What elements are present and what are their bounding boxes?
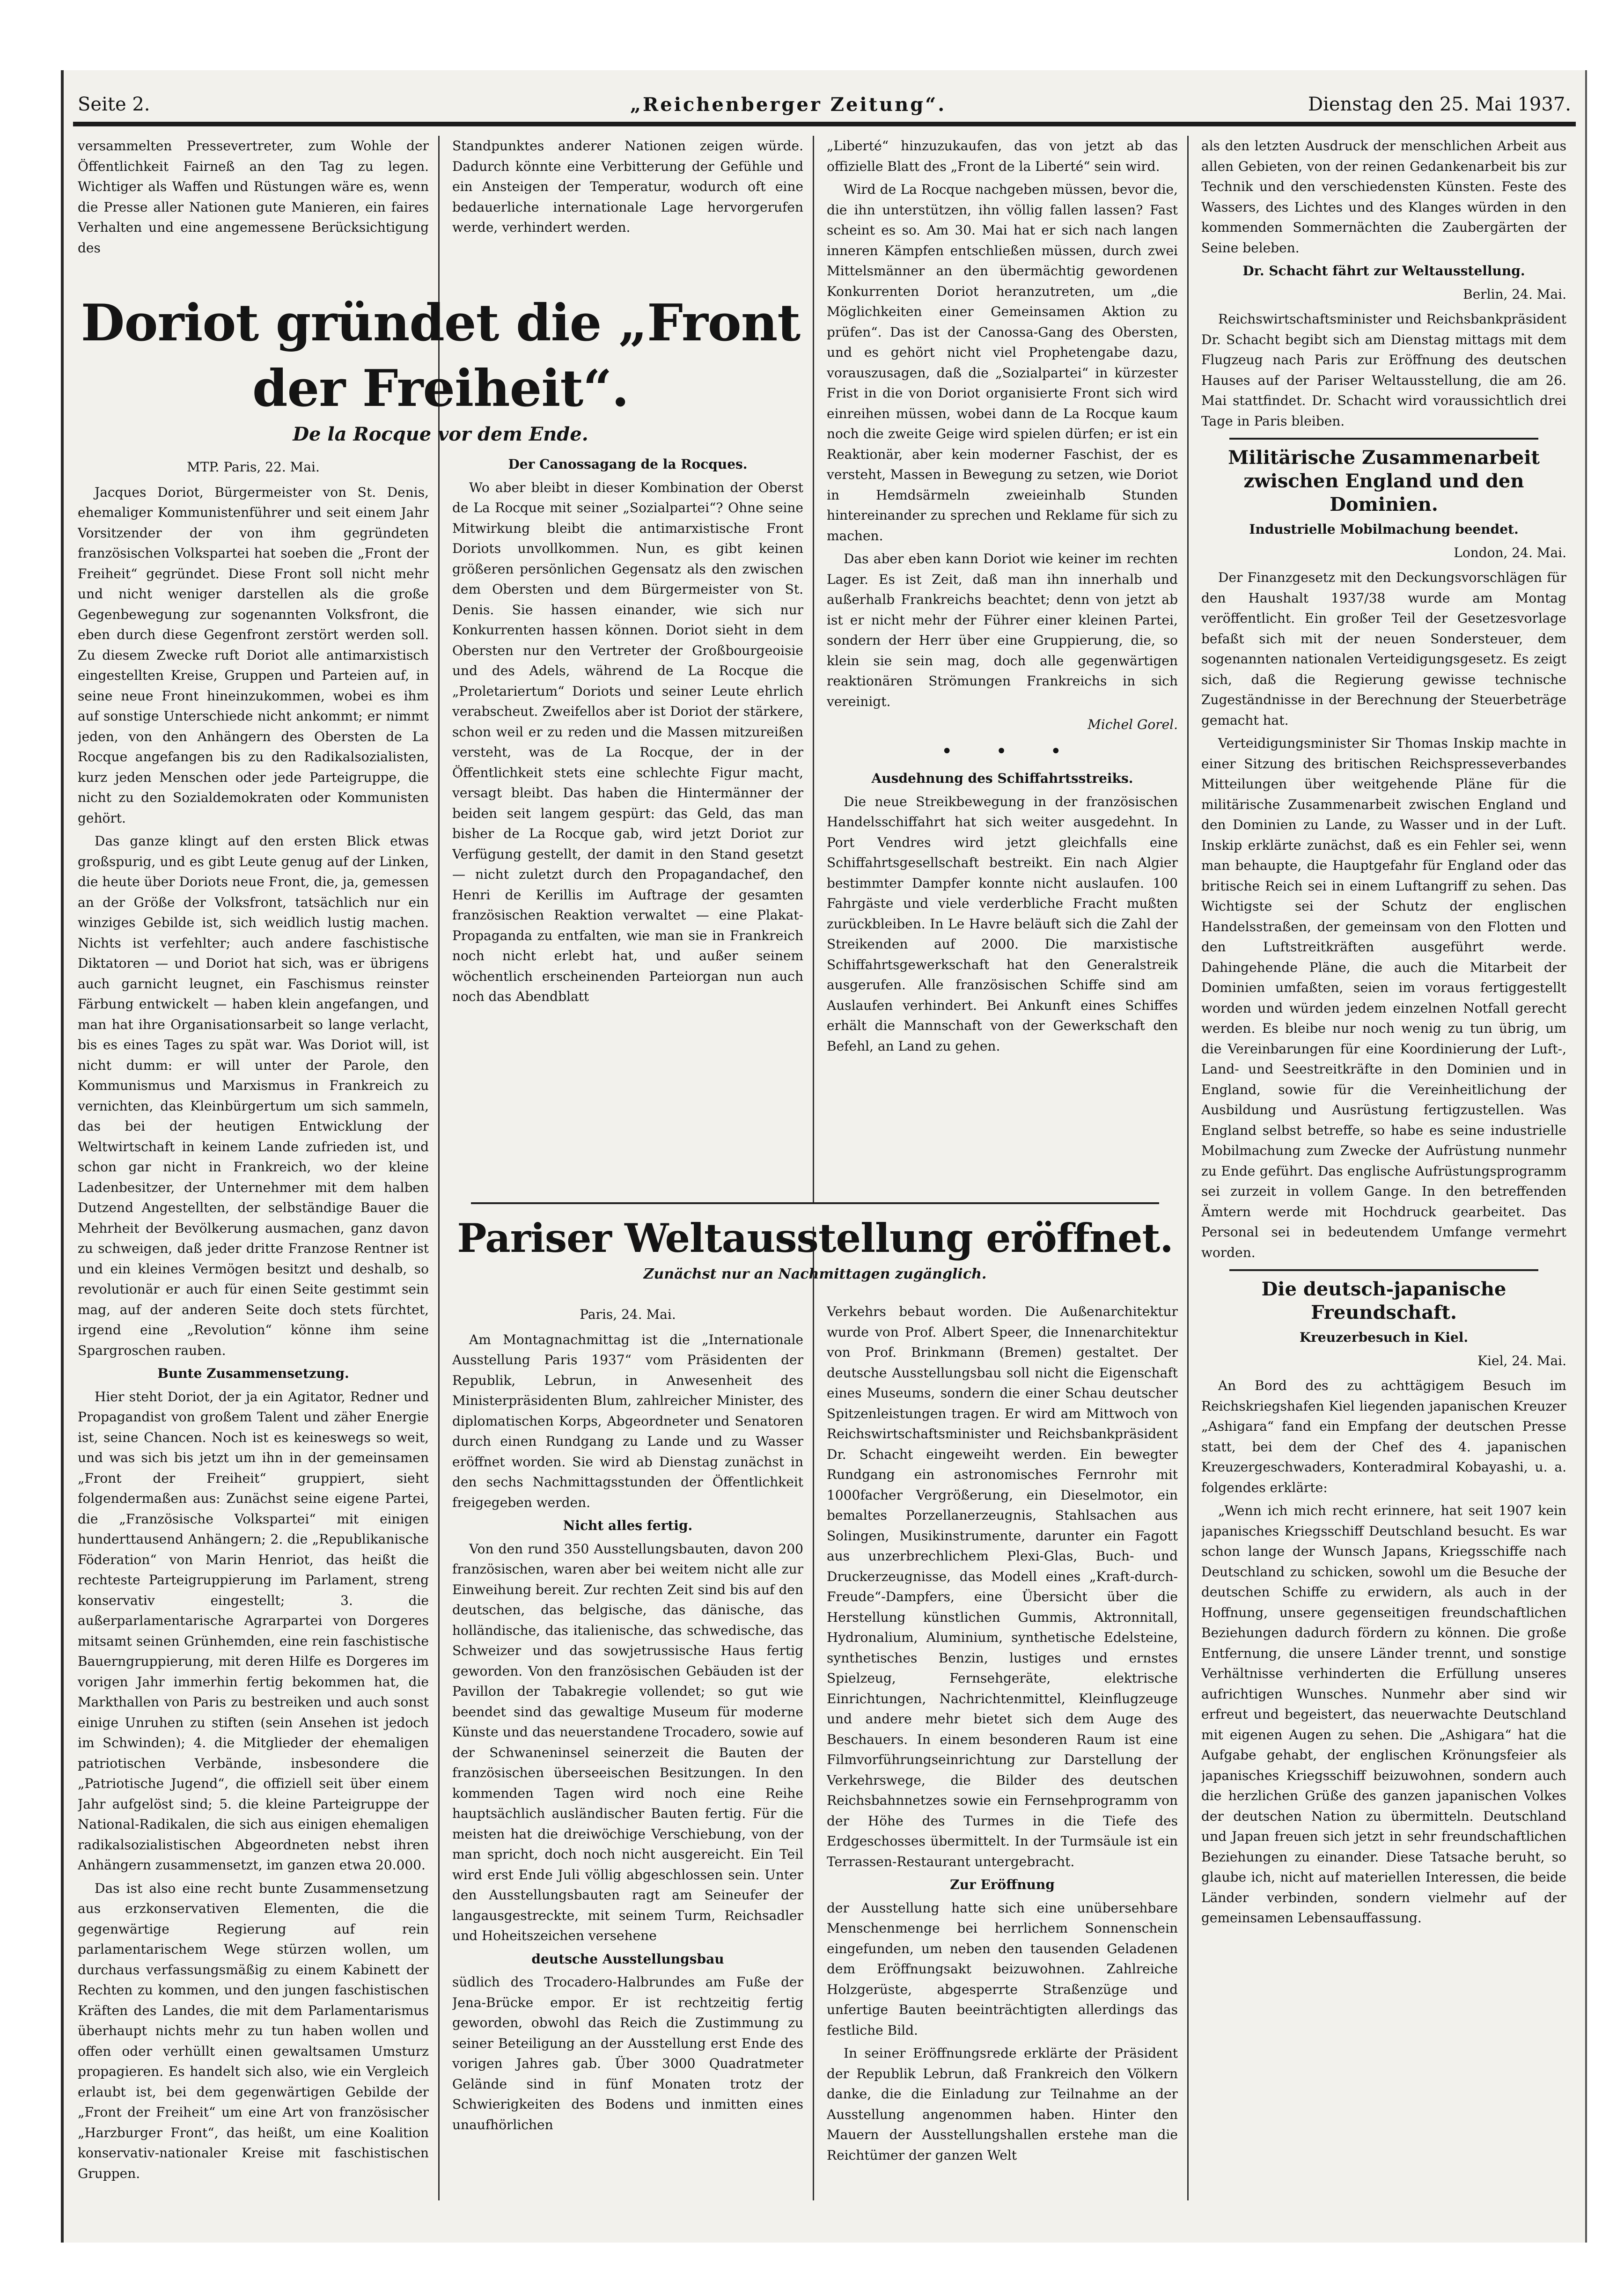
section-heading: Der Canossagang de la Rocques.: [508, 456, 748, 472]
divider-rule: [471, 1202, 1159, 1204]
doriot-headline-block: [78, 290, 803, 450]
column-3-expo: [827, 1302, 1178, 2196]
article-text: Wird de La Rocque nachgeben müssen, bevor die, die ihn unterstützen, ihn völlig fallen lassen? Fast scheint es so. Am 30. Mai hat er sich nach langen inneren Kämpfen entschließen müssen, durch zwei Mittelsmänner an den übermächtig gewordenen Konkurrenten Doriot heranzutreten, um „die Möglichkeiten einer Gemeinsamen Aktion zu prüfen“. Das ist der Canossa-Gang des Obersten, und es gehört nicht viel Prophetengabe dazu, vorauszusagen, daß die „Sozialpartei“ in kürzester Frist in die von Doriot organisierte Front sich wird einreihen müssen, wobei dann de La Rocque kaum noch die zweite Geige wird spielen dürfen; er ist ein Reaktionär, aber kein moderner Faschist, der es versteht, Massen in Bewegung zu setzen, wie Doriot in Hemdsärmeln zweieinhalb Stunden hintereinander zu sprechen und Reklame für sich zu machen.: [827, 182, 1178, 544]
article-text: Das aber eben kann Doriot wie keiner im rechten Lager. Es ist Zeit, daß man ihn innerhalb und außerhalb Frankreichs beachtet; denn von jetzt ab ist er nicht mehr der Führer einer kleinen Partei, sondern der Herr über eine Gruppierung, die, so klein sie sein mag, doch alle gegenwärtigen reaktionären Strömungen Frankreichs in sich vereinigt.: [827, 551, 1178, 709]
section-separator: • • •: [941, 740, 1080, 762]
article-text: Das ganze klingt auf den ersten Blick etwas großspurig, und es gibt Leute genug auf der Linken, die heute über Doriots neue Front, die, ja, gemessen an der Größe der Volksfront, tatsächlich nur ein winziges Gebilde ist, sich weidlich lustig machen. Nichts ist verfehlter; auch andere faschistische Diktatoren — und Doriot hat sich, was er übrigens auch garnicht leugnet, ein Faschismus reinster Färbung entwickelt — haben klein angefangen, und man hat ihre Organisationsarbeit so lange verlacht, bis es eines Tages zu spät war. Was Doriot will, ist nicht dumm: er will unter der Parole, den Kommunismus und Marxismus in Frankreich zu vernichten, das Kleinbürgertum um sich sammeln, das bei der heutigen Entwicklung der Weltwirtschaft in keinem Lande zufrieden ist, und schon gar nicht in Frankreich, wo der kleine Ladenbesitzer, der Unternehmer mit dem halben Dutzend Angestellten, der selbständige Bauer die Mehrheit der Bevölkerung ausmachen, ganz davon zu schweigen, daß jeder dritte Franzose Rentner ist und ein kleines Vermögen besitzt und deshalb, so revolutionär er auch für einen Seite gestimmt sein mag, auf der anderen Seite doch stets fürchtet, irgend eine „Revolution“ könne ihm seine Spargroschen rauben.: [78, 833, 429, 1358]
column-1-doriot: [78, 454, 429, 2196]
japan-headline: Die deutsch-japanische Freundschaft.: [1261, 1278, 1506, 1324]
article-text: Die neue Streikbewegung in der französischen Handelsschiffahrt hat sich weiter ausgedehnt. In Port Vendres wird jetzt gleichfalls eine Schiffahrtsgesellschaft bestreikt. Ein nach Algier bestimmter Dampfer konnte nicht auslaufen. 100 Fahrgäste und viele verderbliche Fracht mußten zurückbleiben. In Le Havre beläuft sich die Zahl der Streikenden auf 2000. Die marxistische Schiffahrtsgewerkschaft hat den Generalstreik ausgerufen. Alle französischen Schiffe sind am Auslaufen verhindert. Bei Ankunft eines Schiffes erhält die Mannschaft von der Gewerkschaft den Befehl, an Land zu gehen.: [827, 794, 1178, 1054]
article-text: Hier steht Doriot, der ja ein Agitator, Redner und Propagandist von großem Talent und zäher Energie ist, seine Chancen. Noch ist es keineswegs so weit, und was sich bis jetzt um ihn in der gemeinsamen „Front der Freiheit“ gruppiert, sieht folgendermaßen aus: Zunächst seine eigene Partei, die „Französische Volkspartei“ mit einigen hunderttausend Anhängern; 2. die „Republikanische Föderation“ von Marin Henriot, das heißt die rechteste Parteigruppierung im Parlament, streng konservativ eingestellt; 3. die außerparlamentarische Agrarpartei von Dorgeres mitsamt seinen Grünhemden, eine rein faschistische Bauerngruppierung, mit deren Hilfe es Dorgeres im vorigen Jahr immerhin fertig bekommen hat, die Markthallen von Paris zu bestreiken und auch sonst einige Unruhen zu stiften (sein Ansehen ist jedoch im Schwinden); 4. die Mitglieder der ehemaligen patriotischen Verbände, insbesondere die „Patriotische Jugend“, die offiziell seit über einem Jahr aufgelöst sind; 5. die kleine Parteigruppe der National-Radikalen, die sich aus einigen ehemaligen radikalsozialistischen Abgeordneten nebst ihren Anhängern zusammensetzt, im ganzen etwa 20.000.: [78, 1389, 429, 1873]
article-text: An Bord des zu achttägigem Besuch im Reichskriegshafen Kiel liegenden japanischen Kreuzer „Ashigara“ fand ein Empfang der deutschen Presse statt, bei dem der Chef des 4. japanischen Kreuzergeschwaders, Konteradmiral Kobayashi, u. a. folgendes erklärte:: [1201, 1378, 1566, 1495]
expo-dateline: Paris, 24. Mai.: [580, 1307, 676, 1322]
column-divider: [813, 1227, 814, 2200]
doriot-subheadline: De la Rocque vor dem Ende.: [293, 423, 588, 445]
japan-subheadline: Kreuzerbesuch in Kiel.: [1299, 1330, 1469, 1345]
section-heading: deutsche Ausstellungsbau: [531, 1951, 724, 1967]
section-heading: Nicht alles fertig.: [563, 1518, 693, 1533]
article-text: Standpunktes anderer Nationen zeigen würde. Dadurch könnte eine Verbitterung der Gefühle und ein Ansteigen der Temperatur, wodurch oft eine bedauerliche internationale Lage hervorgerufen werde, verhindert werden.: [452, 138, 803, 235]
schacht-dateline: Berlin, 24. Mai.: [1463, 286, 1566, 302]
column-3-top: [827, 136, 1178, 1203]
doriot-headline: Doriot gründet die „Front der Freiheit“.: [81, 294, 801, 418]
article-text: der Ausstellung hatte sich eine unübersehbare Menschenmenge bei herrlichem Sonnenschein eingefunden, um neben den tausenden Geladenen dem Eröffnungsakt beizuwohnen. Zahlreiche Holzgerüste, abgesperrte Straßenzüge und unfertige Bauten beeinträchtigten allerdings das festliche Bild.: [827, 1900, 1178, 2038]
article-text: versammelten Pressevertreter, zum Wohle der Öffentlichkeit Fairneß an den Tag zu legen. Wichtiger als Waffen und Rüstungen wäre es, wenn die Presse aller Nationen gute Manieren, ein faires Verhalten und eine angemessene Berücksichtigung des: [78, 138, 429, 256]
issue-date: Dienstag den 25. Mai 1937.: [1308, 94, 1571, 115]
divider-rule: [1229, 1269, 1538, 1271]
column-divider: [1187, 136, 1189, 2200]
article-text: Reichswirtschaftsminister und Reichsbankpräsident Dr. Schacht begibt sich am Dienstag mittags mit dem Flugzeug nach Paris zur Eröffnung des deutschen Hauses auf der Pariser Weltausstellung, die am 26. Mai stattfindet. Dr. Schacht wird voraussichtlich drei Tage in Paris bleiben.: [1201, 311, 1566, 429]
doriot-dateline: MTP. Paris, 22. Mai.: [187, 459, 320, 475]
column-4: [1201, 136, 1566, 2196]
header-rule: [73, 122, 1576, 126]
column-divider: [813, 136, 814, 1203]
column-2-doriot: [452, 454, 803, 1203]
expo-headline-block: [452, 1194, 1178, 1287]
divider-rule: [1229, 438, 1538, 440]
military-headline: Militärische Zusammenarbeit zwischen England und den Dominien.: [1228, 447, 1540, 515]
section-heading: Dr. Schacht fährt zur Weltausstellung.: [1242, 263, 1525, 279]
page-header: [78, 94, 1571, 122]
article-text: „Wenn ich mich recht erinnere, hat seit 1907 kein japanisches Kriegsschiff Deutschland besucht. Es war schon lange der Wunsch Japans, Kriegsschiffe nach Deutschland zu schicken, sowohl um die Besuche der deutschen Schiffe zu erwidern, als auch in der Hoffnung, unsere gegenseitigen freundschaftlichen Beziehungen dadurch fördern zu können. Die große Entfernung, die unsere Länder trennt, und sonstige Verhältnisse verhinderten die Erfüllung unseres aufrichtigen Wunsches. Nunmehr aber sind wir erfreut und begeistert, das neuerwachte Deutschland mit eigenen Augen zu sehen. Die „Ashigara“ hat die Aufgabe gehabt, der englischen Krönungsfeier als japanisches Kriegsschiff beizuwohnen, sondern auch die herzlichen Grüße des ganzen japanischen Volkes der deutschen Nation zu übermitteln. Deutschland und Japan freuen sich jetzt in sehr freundschaftlichen Beziehungen zu einander. Diese Tatsache beruht, so glaube ich, nicht auf materiellen Interessen, die beide Länder verbinden, sondern vielmehr auf der gemeinsamen Lebensauffassung.: [1201, 1503, 1566, 1926]
newspaper-page: [61, 70, 1587, 2243]
section-heading: Zur Eröffnung: [950, 1877, 1055, 1892]
page-number: Seite 2.: [78, 94, 150, 115]
column-2-expo: [452, 1302, 803, 2196]
japan-dateline: Kiel, 24. Mai.: [1477, 1353, 1566, 1368]
military-subheadline: Industrielle Mobilmachung beendet.: [1249, 522, 1519, 537]
article-text: Von den rund 350 Ausstellungsbauten, davon 200 französischen, waren aber bei weitem nicht alle zur Einweihung bereit. Zur rechten Zeit sind bis auf den deutschen, das belgische, das dänische, das holländische, das italienische, das schwedische, das Schweizer und das sowjetrussische Haus fertig geworden. Von den französischen Gebäuden ist der Pavillon der Tabakregie vollendet; so gut wie beendet sind das gewaltige Museum für moderne Künste und das neuerstandene Trocadero, sowie auf der Schwaneninsel seinerzeit die Bauten der französischen überseeischen Besitzungen. In den kommenden Tagen wird noch eine Reihe hauptsächlich ausländischer Bauten fertig. Für die meisten hat die dreiwöchige Verschiebung, von der man spricht, doch noch nicht ausgereicht. Ein Teil wird erst Ende Juli völlig abgeschlossen sein. Unter den Ausstellungsbauten ragt am Seineufer der langausgestreckte, mit seinem Turm, Reichsadler und Hoheitszeichen versehene: [452, 1541, 803, 1943]
article-text: südlich des Trocadero-Halbrundes am Fuße der Jena-Brücke empor. Er ist rechtzeitig fertig geworden, obwohl das Reich die Zustimmung zu seiner Beteiligung an der Ausstellung erst Ende des vorigen Jahres gab. Über 3000 Quadratmeter Gelände sind in fünf Monaten trotz der Schwierigkeiten des Bodens und inmitten eines unaufhörlichen: [452, 1974, 803, 2133]
article-text: Verkehrs bebaut worden. Die Außenarchitektur wurde von Prof. Albert Speer, die Innenarchitektur von Prof. Brinkmann (Bremen) gestaltet. Der deutsche Ausstellungsbau soll nicht die Eigenschaft eines Museums, sondern die einer Schau deutscher Spitzenleistungen tragen. Er wird am Mittwoch von Reichswirtschaftsminister und Reichsbankpräsident Dr. Schacht eingeweiht werden. Ein bewegter Rundgang ein astronomisches Fernrohr mit 1000facher Vergrößerung, ein Dieselmotor, ein bemaltes Porzellanerzeugnis, Stahlsachen aus Solingen, Musikinstrumente, darunter ein Fagott aus unzerbrechlichem Plexi-Glas, Buch- und Druckerzeugnisse, das Modell eines „Kraft-durch-Freude“-Dampfers, eine Übersicht über die Herstellung künstlichen Gummis, Aktronnitall, Hydronalium, Aluminium, synthetische Edelsteine, synthetisches Benzin, lustiges und ernstes Spielzeug, Fernsehgeräte, elektrische Einrichtungen, Nachrichtenmittel, Kleinflugzeuge und andere mehr bietet sich dem Auge des Beschauers. In einem besonderen Raum ist eine Filmvorführungseinrichtung zur Darstellung der Verkehrswege, die Bilder des deutschen Reichsbahnnetzes sowie ein Fernsehprogramm von der Höhe des Turmes in die Tiefe des Erdgeschosses übermittelt. In der Turmsäule ist ein Terrassen-Restaurant untergebracht.: [827, 1304, 1178, 1869]
article-text: Am Montagnachmittag ist die „Internationale Ausstellung Paris 1937“ vom Präsidenten der Republik, Lebrun, in Anwesenheit des Ministerpräsidenten Blum, zahlreicher Minister, des diplomatischen Korps, Abgeordneter und Senatoren durch einen Rundgang zu Lande und zu Wasser eröffnet worden. Sie wird ab Dienstag zunächst in den sechs Nachmittagsstunden der Öffentlichkeit freigegeben werden.: [452, 1331, 803, 1510]
newspaper-name: „Reichenberger Zeitung“.: [630, 94, 947, 116]
article-text: Wo aber bleibt in dieser Kombination der Oberst de La Rocque mit seiner „Sozialpartei“? Ohne seine Mitwirkung bleibt die antimarxistische Front Doriots unvollkommen. Nun, es gibt keinen größeren persönlichen Gegensatz als den zwischen dem Obersten und dem Bürgermeister von St. Denis. Sie hassen einander, wie sich nur Konkurrenten hassen können. Doriot sieht in dem Obersten nur den Vertreter der Großbourgeoisie und des Adels, während de La Rocque die „Proletariertum“ Doriots und seiner Leute ehrlich verabscheut. Zweifellos aber ist Doriot der stärkere, schon weil er zu reden und die Massen mitzureißen versteht, was de La Rocque, der in der Öffentlichkeit stets eine schlechte Figur macht, versagt bleibt. Das haben die Hintermänner der beiden seit langem gespürt: das Geld, das man bisher de La Rocque gab, wird jetzt Doriot zur Verfügung gestellt, der damit in den Stand gesetzt — nicht zuletzt durch den Propagandachef, den Henri de Kerillis im Auftrage der gesamten französischen Reaktion verwaltet — eine Plakat-Propaganda zu entfalten, wie man sie in Frankreich noch nicht erlebt hat, und außer seinem wöchentlich erscheinenden Parteiorgan nun auch noch das Abendblatt: [452, 479, 803, 1004]
expo-subheadline: Zunächst nur an Nachmittagen zugänglich.: [643, 1266, 987, 1282]
article-text: Das ist also eine recht bunte Zusammensetzung aus erzkonservativen Elementen, die die gegenwärtige Regierung auf rein parlamentarischem Wege stürzen wollen, um durchaus verfassungsmäßig zu einem Kabinett der Rechten zu kommen, und den jungen faschistischen Kräften des Landes, die mit dem Parlamentarismus überhaupt nichts mehr zu tun haben wollen und offen oder verhüllt einen gewaltsamen Umsturz propagieren. Es handelt sich also, wie ein Vergleich erlaubt ist, bei dem gegenwärtigen Gebilde der „Front der Freiheit“ um eine Art von französischer „Harzburger Front“, das heißt, um eine Koalition konservativ-nationaler Kreise mit faschistischen Gruppen.: [78, 1880, 429, 2181]
article-text: als den letzten Ausdruck der menschlichen Arbeit aus allen Gebieten, von der reinen Gedankenarbeit bis zur Technik und den verschiedensten Künsten. Feste des Wassers, des Lichtes und des Klanges würden in den kommenden Sommernächten die Zaubergärten der Seine beleben.: [1201, 138, 1566, 256]
article-text: Jacques Doriot, Bürgermeister von St. Denis, ehemaliger Kommunistenführer und seit einem Jahr Vorsitzender der von ihm gegründeten französischen Volkspartei hat soeben die „Front der Freiheit“ gegründet. Diese Front soll nicht mehr und nicht weniger darstellen als die große Gegenbewegung zur sogenannten Volksfront, die eben durch diese Gegenfront zerstört werden soll. Zu diesem Zwecke ruft Doriot alle antimarxistisch eingestellten Kreise, Gruppen und Parteien auf, in seine neue Front hineinzukommen, wobei es ihm auf sonstige Unterschiede nicht ankommt; er nimmt jeden, von den Anhängern des Obersten de La Rocque angefangen bis zu den Radikalsozialisten, kurz jeden Menschen oder jede Parteigruppe, die nicht zu den Sozialdemokraten oder Kommunisten gehört.: [78, 484, 429, 826]
section-heading: Ausdehnung des Schiffahrtsstreiks.: [871, 771, 1133, 786]
article-text: In seiner Eröffnungsrede erklärte der Präsident der Republik Lebrun, daß Frankreich den Völkern danke, die die Einladung zur Teilnahme an der Ausstellung angenommen haben. Hinter den Mauern der Ausstellungshallen erstehe man die Reichtümer der ganzen Welt: [827, 2045, 1178, 2163]
expo-headline: Pariser Weltausstellung eröffnet.: [457, 1215, 1173, 1261]
article-text: „Liberté“ hinzuzukaufen, das von jetzt ab das offizielle Blatt des „Front de la Liberté“ sein wird.: [827, 138, 1178, 174]
article-text: Der Finanzgesetz mit den Deckungsvorschlägen für den Haushalt 1937/38 wurde am Montag veröffentlicht. Ein großer Teil der Gesetzesvorlage befaßt sich mit der neuen Sondersteuer, dem sogenannten nationalen Verteidigungsgesetz. Es zeigt sich, daß die Regierung gewisse technische Zugeständnisse in der Berechnung der Steuerbeträge gemacht hat.: [1201, 570, 1566, 728]
military-dateline: London, 24. Mai.: [1454, 544, 1566, 560]
section-heading: Bunte Zusammensetzung.: [157, 1366, 349, 1381]
author-signature: Michel Gorel.: [1088, 717, 1178, 732]
article-text: Verteidigungsminister Sir Thomas Inskip machte in einer Sitzung des britischen Reichspresseverbandes Mitteilungen über weitgehende Pläne für die militärische Zusammenarbeit zwischen England und den Dominien zu Lande, zu Wasser und in der Luft. Inskip erklärte zunächst, daß es ein Fehler sei, wenn man behaupte, die Hauptgefahr für England oder das britische Reich sei in einem Luftangriff zu sehen. Das Wichtigste sei der Schutz der englischen Handelsstraßen, der gemeinsam von den Flotten und den Luftstreitkräften ausgeführt werde. Dahingehende Pläne, die auch die Mitarbeit der Dominien umfaßten, seien im voraus fertiggestellt worden und würden jedem einzelnen Notfall gerecht werden. Es bleibe nur noch wenig zu tun übrig, um die Vereinbarungen für eine Koordinierung der Luft-, Land- und Seestreitkräfte in den Dominien und in England, sowie für die Vereinheitlichung der Ausbildung und Ausrüstung fertigzustellen. Was England selbst betreffe, so habe es seine industrielle Mobilmachung zum Zwecke der Aufrüstung nunmehr zu Ende geführt. Das englische Aufrüstungsprogramm sei zurzeit in vollem Gange. In den betreffenden Ämtern werde mit Hochdruck gearbeitet. Das Personal sei in bedeutendem Umfange vermehrt worden.: [1201, 735, 1566, 1260]
